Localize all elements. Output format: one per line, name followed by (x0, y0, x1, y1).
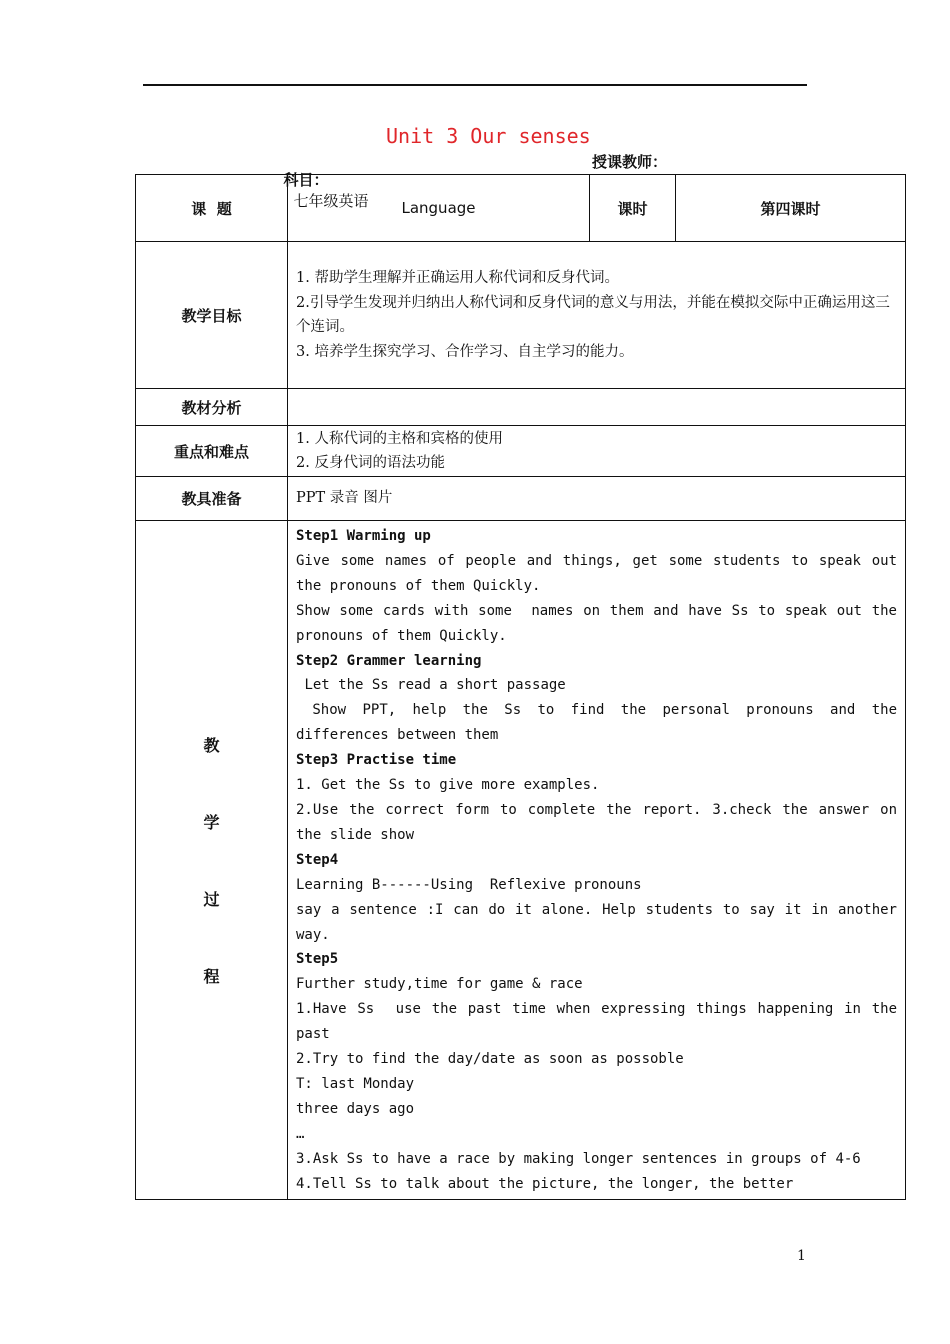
process-label-char: 学 (203, 813, 220, 833)
objectives-label: 教学目标 (136, 242, 288, 389)
step-heading: Step2 Grammer learning (296, 652, 482, 669)
page-number: 1 (797, 1248, 806, 1264)
document-title: Unit 3 Our senses (386, 124, 591, 148)
analysis-row (136, 389, 906, 426)
process-label-char: 程 (203, 967, 220, 987)
tools-row (136, 477, 906, 521)
process-label-char: 过 (203, 890, 220, 910)
step-line: 3.Ask Ss to have a race by making longer sentences in groups of 4-6 (296, 1150, 861, 1167)
step-line: 1. Get the Ss to give more examples. (296, 777, 600, 794)
step-line: say a sentence :I can do it alone. Help students to say it in another way. (296, 901, 906, 943)
topic-label: 课 题 (136, 175, 288, 242)
objective-item: 1. 帮助学生理解并正确运用人称代词和反身代词。 (296, 270, 619, 286)
step-line: … (296, 1125, 305, 1142)
step-heading: Step1 Warming up (296, 528, 431, 544)
process-steps (296, 524, 906, 1196)
analysis-value (288, 389, 906, 426)
subject-label: 科目： (283, 171, 329, 189)
process-label (136, 521, 288, 1200)
step-line: Let the Ss read a short passage (296, 677, 566, 694)
objectives-row (136, 242, 906, 389)
step-heading: Step3 Practise time (296, 752, 457, 769)
topic-value: Language (288, 175, 590, 242)
step-line: 2.Use the correct form to complete the report. 3.check the answer on the slide show (296, 801, 906, 843)
step-line: 4.Tell Ss to talk about the picture, the longer, the better (296, 1175, 794, 1192)
step-heading: Step4 (296, 851, 339, 868)
step-line: Learning B------Using Reflexive pronouns (296, 876, 642, 893)
step-line: 2.Try to find the day/date as soon as possoble (296, 1051, 684, 1068)
step-line: Further study,time for game & race (296, 976, 583, 993)
keypoint-item: 2. 反身代词的语法功能 (296, 455, 445, 471)
step-line: T: last Monday (296, 1075, 415, 1092)
tools-label: 教具准备 (136, 477, 288, 521)
process-row (136, 521, 906, 1200)
keypoints-row (136, 426, 906, 477)
header-rule (143, 84, 807, 86)
objectives-content (288, 242, 906, 389)
analysis-label: 教材分析 (136, 389, 288, 426)
objective-item: 3. 培养学生探究学习、合作学习、自主学习的能力。 (296, 343, 634, 360)
lesson-plan-table (135, 174, 906, 1200)
teacher-label: 授课教师： (592, 153, 668, 171)
step-line: 1.Have Ss use the past time when expressing things happening in the past (296, 1001, 906, 1043)
process-label-char: 教 (203, 736, 220, 756)
step-line: Show some cards with some names on them and have Ss to speak out the pronouns of them Quickly. (296, 602, 906, 644)
objective-item: 2.引导学生发现并归纳出人称代词和反身代词的意义与用法，并能在模拟交际中正确运用这三个连词。 (296, 294, 890, 335)
period-value: 第四课时 (676, 175, 906, 242)
topic-row (136, 175, 906, 242)
keypoints-content (288, 426, 906, 477)
subject-value: 七年级英语 (293, 192, 369, 210)
step-line: Give some names of people and things, get some students to speak out the pronouns of them Quickly. (296, 552, 906, 594)
step-heading: Step5 (296, 951, 339, 968)
process-content (288, 521, 906, 1200)
period-label: 课时 (590, 175, 676, 242)
step-line: Show PPT, help the Ss to find the personal pronouns and the differences between them (296, 702, 906, 744)
keypoints-label: 重点和难点 (136, 426, 288, 477)
tools-value: PPT 录音 图片 (288, 477, 906, 521)
keypoint-item: 1. 人称代词的主格和宾格的使用 (296, 430, 503, 447)
step-line: three days ago (296, 1100, 415, 1117)
